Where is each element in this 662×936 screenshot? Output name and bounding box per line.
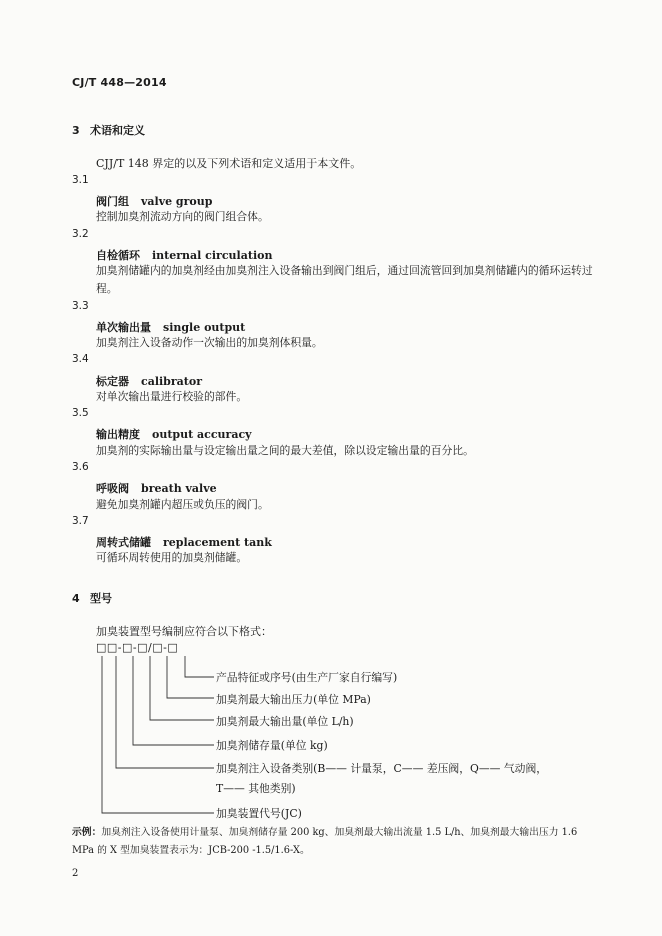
leader-line-feature <box>185 656 214 677</box>
term-definition: 避免加臭剂罐内超压或负压的阀门。 <box>96 498 269 511</box>
section-4-intro: 加臭装置型号编制应符合以下格式： <box>96 625 272 638</box>
term-name-en: output accuracy <box>152 428 252 441</box>
section-3-title: 术语和定义 <box>90 124 145 137</box>
term-definition: 加臭剂注入设备动作一次输出的加臭剂体积量。 <box>96 336 323 349</box>
format-label-output: 加臭剂最大输出量(单位 L/h) <box>216 715 354 728</box>
model-format-code: □□-□-□/□-□ <box>96 641 179 654</box>
section-3-number: 3 <box>72 124 80 137</box>
term-name-en: valve group <box>141 195 213 208</box>
term-name-en: replacement tank <box>163 536 272 549</box>
term-name-zh: 呼吸阀 <box>96 482 129 495</box>
format-label-device-code: 加臭装置代号(JC) <box>216 807 302 820</box>
term-name-en: single output <box>163 321 246 334</box>
term-name-en: internal circulation <box>152 249 273 262</box>
term-name-en: breath valve <box>141 482 217 495</box>
leader-line-code <box>102 656 214 813</box>
term-name-zh: 输出精度 <box>96 428 140 441</box>
example-label: 示例： <box>72 827 102 838</box>
example-note <box>72 824 602 860</box>
term-name-zh: 单次输出量 <box>96 321 151 334</box>
section-3-intro: CJJ/T 148 界定的以及下列术语和定义适用于本文件。 <box>96 157 362 170</box>
example-text: 加臭剂注入设备使用计量泵、加臭剂储存量 200 kg、加臭剂最大输出流量 1.5 L/h、加臭剂最大输出压力 1.6 MPa 的 X 型加臭装置表示为：JCB-200 -1.5/1.6-X。 <box>72 827 578 856</box>
format-label-injector-cont: T—— 其他类别) <box>216 782 296 795</box>
format-label-feature: 产品特征或序号(由生产厂家自行编写) <box>216 671 398 684</box>
page-number: 2 <box>72 868 79 879</box>
term-name-zh: 标定器 <box>96 375 129 388</box>
term-definition: 加臭剂的实际输出量与设定输出量之间的最大差值，除以设定输出量的百分比。 <box>96 444 474 457</box>
leader-line-injector <box>116 656 214 768</box>
standard-code-header: CJ/T 448—2014 <box>72 76 167 89</box>
term-number: 3.3 <box>72 300 89 312</box>
term-definition: 控制加臭剂流动方向的阀门组合体。 <box>96 210 269 223</box>
term-number: 3.7 <box>72 515 89 527</box>
leader-line-output <box>150 656 214 720</box>
term-name-en: calibrator <box>141 375 203 388</box>
section-4-number: 4 <box>72 592 80 605</box>
leader-line-storage <box>133 656 214 745</box>
term-number: 3.2 <box>72 228 89 240</box>
format-label-injector: 加臭剂注入设备类别(B—— 计量泵，C—— 差压阀，Q—— 气动阀， <box>216 762 548 775</box>
format-label-pressure: 加臭剂最大输出压力(单位 MPa) <box>216 693 371 706</box>
term-number: 3.5 <box>72 407 89 419</box>
term-definition: 对单次输出量进行校验的部件。 <box>96 390 248 403</box>
section-4-title: 型号 <box>90 592 112 605</box>
term-name-zh: 周转式储罐 <box>96 536 151 549</box>
term-number: 3.1 <box>72 174 89 186</box>
format-label-storage: 加臭剂储存量(单位 kg) <box>216 739 328 752</box>
term-definition: 加臭剂储罐内的加臭剂经由加臭剂注入设备输出到阀门组后，通过回流管回到加臭剂储罐内的循环运转过程。 <box>96 264 593 295</box>
term-definition: 可循环周转使用的加臭剂储罐。 <box>96 551 248 564</box>
term-number: 3.6 <box>72 461 89 473</box>
term-number: 3.4 <box>72 353 89 365</box>
term-name-zh: 阀门组 <box>96 195 129 208</box>
term-name-zh: 自检循环 <box>96 249 140 262</box>
